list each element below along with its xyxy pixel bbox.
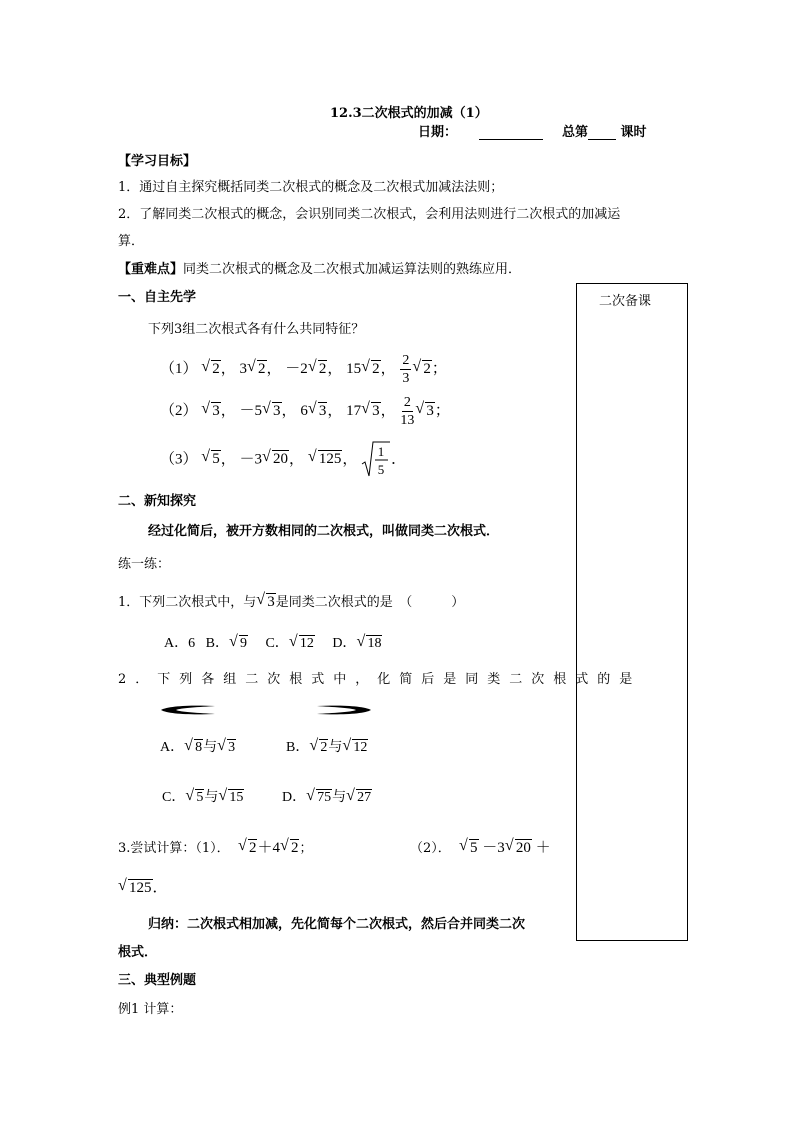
- lesson-count: [562, 121, 647, 140]
- answer-bracket-left: [160, 703, 216, 717]
- question-1: 1．下列二次根式中，与√ 3是同类二次根式的是 （ ）: [118, 591, 464, 611]
- lesson-count-suffix: 课时: [620, 125, 647, 140]
- group-3-label: （3）: [160, 451, 198, 468]
- definition-text: 经过化简后，被开方数相同的二次根式，叫做同类二次根式．: [148, 524, 500, 539]
- fraction: $\frac{2}{3}$: [402, 353, 410, 386]
- radical: √ 3: [416, 403, 435, 420]
- question-2: 2．下列各组二次根式中，化简后是同类二次根式的是: [118, 672, 642, 687]
- goal-item-2-cont: 算．: [118, 234, 145, 249]
- radical: √ 3: [202, 403, 221, 420]
- option-d: D．√ 18: [332, 636, 382, 651]
- radical: √ 20: [506, 840, 532, 857]
- key-points-text: 同类二次根式的概念及二次根式加减运算法则的熟练应用．: [183, 262, 522, 277]
- goal-item-1: 1．通过自主探究概括同类二次根式的概念及二次根式加减法法则；: [118, 180, 504, 195]
- radical: √ 2: [239, 840, 258, 857]
- fraction: $\frac{2}{13}$: [400, 395, 415, 428]
- question-3-continuation: √ 125．: [118, 876, 168, 897]
- radical: √ 2: [362, 361, 381, 378]
- radical: √ 125: [309, 451, 343, 468]
- example-1-label: 例1 计算：: [118, 1002, 183, 1017]
- section-1-question: 下列3组二次根式各有什么共同特征？: [148, 322, 365, 337]
- lesson-count-prefix: 总第: [562, 125, 589, 140]
- radical: √ 2: [413, 361, 432, 378]
- section-3-heading: 三、典型例题: [118, 973, 197, 988]
- radical: √ 125: [119, 880, 153, 897]
- practice-label: 练一练：: [118, 557, 171, 572]
- secondary-prep-title: 二次备课: [599, 294, 652, 309]
- question-2-option-a: A．√ 8与√ 3: [160, 736, 236, 756]
- option-c: C．√ 12: [265, 636, 314, 651]
- question-1-options: [164, 632, 382, 652]
- radical: √ 2: [202, 361, 221, 378]
- question-2-option-c: C．√ 5与√ 15: [162, 786, 244, 806]
- radical: √ 3: [263, 403, 282, 420]
- radical: √ 5: [202, 451, 221, 468]
- radical: √ 20: [263, 451, 289, 468]
- summary-text: 归纳：二次根式相加减，先化简每个二次根式，然后合并同类二次: [148, 917, 526, 932]
- lesson-count-blank: [588, 139, 616, 140]
- date-label: 日期：: [418, 125, 458, 140]
- fraction-radical: [361, 440, 391, 480]
- root-group-1: （1） √ 2， 3√ 2， －2√ 2， 15√ 2， $\frac{2}{3}$ √ 2；: [160, 352, 447, 387]
- svg-text:1: 1: [377, 444, 385, 459]
- radical: √ 2: [309, 361, 328, 378]
- goal-item-2: 2．了解同类二次根式的概念，会识别同类二次根式，会利用法则进行二次根式的加减运: [118, 207, 621, 222]
- option-a: A．6: [164, 636, 196, 651]
- question-3: 3.尝试计算：（1）． √ 2＋4√ 2；: [118, 836, 312, 857]
- question-2-option-d: D．√ 75与√ 27: [282, 786, 372, 806]
- key-points: [118, 258, 521, 277]
- group-2-label: （2）: [160, 402, 198, 419]
- root-group-3: （3） √ 5， －3√ 20， √ 125， 1 5 ．: [160, 440, 406, 480]
- section-1-heading: 一、自主先学: [118, 290, 197, 305]
- radical: √ 3: [309, 403, 328, 420]
- svg-text:5: 5: [377, 462, 385, 477]
- root-group-2: （2） √ 3， －5√ 3， 6√ 3， 17√ 3， $\frac{2}{13}$ √ 3；: [160, 394, 450, 429]
- section-2-heading: 二、新知探究: [118, 494, 197, 509]
- radical: √ 3: [362, 403, 381, 420]
- page-title: 12.3二次根式的加减（1）: [330, 106, 488, 121]
- answer-bracket-right: [316, 703, 372, 717]
- date-blank: [479, 139, 543, 140]
- summary-text-cont: 根式．: [118, 945, 158, 960]
- key-points-label: 【重难点】: [118, 262, 184, 277]
- radical: √ 3: [257, 594, 276, 611]
- radical: √ 2: [248, 361, 267, 378]
- option-b: B．√ 9: [206, 636, 248, 651]
- radical: √ 5: [460, 840, 479, 857]
- secondary-prep-box: [576, 283, 688, 941]
- radical: √ 2: [281, 840, 300, 857]
- question-3-part-2: （2）． √ 5 －3√ 20 ＋: [410, 836, 551, 857]
- goals-heading: 【学习目标】: [118, 154, 197, 169]
- group-1-label: （1）: [160, 360, 198, 377]
- date-field: [418, 121, 543, 140]
- question-2-option-b: B．√ 2与√ 12: [286, 736, 368, 756]
